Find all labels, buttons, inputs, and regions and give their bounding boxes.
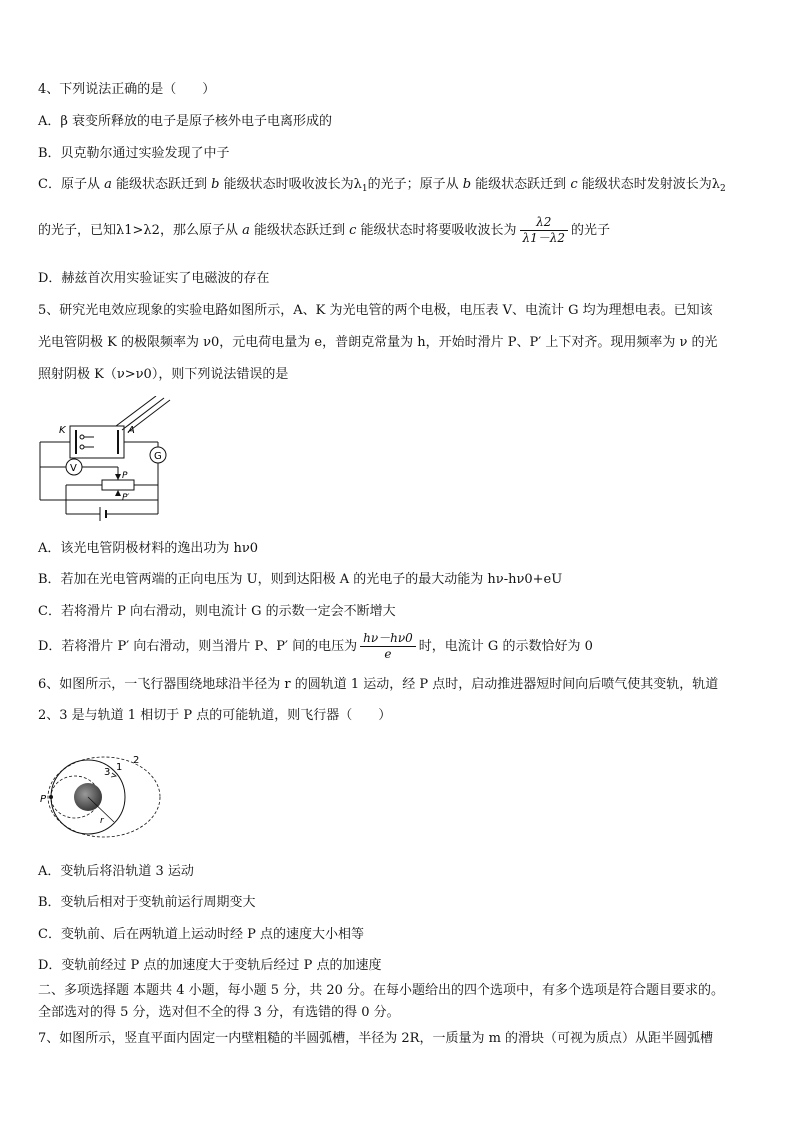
section2-header-line2: 全部选对的得 5 分，选对但不全的得 3 分，有选错的得 0 分。 xyxy=(38,1005,400,1020)
q5-stem-line1: 5、研究光电效应现象的实验电路如图所示，A、K 为光电管的两个电极，电压表 V、电流计 G 均为理想电表。已知该 xyxy=(38,303,713,318)
voltage-fraction: $\frac{h\nu-h\nu 0}{e}$ xyxy=(360,631,416,662)
q5-option-a: A．该光电管阴极材料的逸出功为 hν0 xyxy=(38,541,259,556)
q6-option-a: A．变轨后将沿轨道 3 运动 xyxy=(38,864,194,879)
label-v: V xyxy=(70,463,77,474)
point-p xyxy=(49,795,53,799)
section2-header-line1: 二、多项选择题 本题共 4 小题，每小题 5 分，共 20 分。在每小题给出的四个选项中，有多个选项是符合题目要求的。 xyxy=(38,983,725,998)
q6-stem-line2: 2、3 是与轨道 1 相切于 P 点的可能轨道，则飞行器（ ） xyxy=(38,708,392,723)
electron xyxy=(80,435,84,439)
q5-option-d: D．若将滑片 P′ 向右滑动，则当滑片 P、P′ 间的电压为 $\frac{h\nu-h\nu 0}{e}$ 时，电流计 G 的示数恰好为 0 xyxy=(38,631,593,661)
label-p-prime: P′ xyxy=(122,493,130,503)
light-ray xyxy=(116,396,156,426)
q4-stem: 4、下列说法正确的是（ ） xyxy=(38,82,216,97)
label-k: K xyxy=(59,425,66,436)
q4-option-c-line1: C．原子从 a 能级状态跃迁到 b 能级状态时吸收波长为$\lambda_1$的光子；原子从 b 能级状态跃迁到 c 能级状态时发射波长为$\lambda_2$ xyxy=(38,177,726,194)
wavelength-fraction: $\frac{\lambda 2}{\lambda 1-\lambda 2}$ xyxy=(520,215,568,246)
q5-option-b: B．若加在光电管两端的正向电压为 U，则到达阳极 A 的光电子的最大动能为 hν-hν0+eU xyxy=(38,572,563,587)
q5-stem-line3: 照射阴极 K（ν>ν0），则下列说法错误的是 xyxy=(38,367,289,382)
q4-option-b: B．贝克勒尔通过实验发现了中子 xyxy=(38,146,230,161)
label-p: P xyxy=(40,794,47,805)
photoelectric-circuit-figure xyxy=(36,396,176,526)
q6-option-c: C．变轨前、后在两轨道上运动时经 P 点的速度大小相等 xyxy=(38,927,364,942)
slider-p-arrow xyxy=(115,474,121,480)
label-r: r xyxy=(100,816,104,826)
orbit-figure xyxy=(38,750,163,845)
label-g: G xyxy=(154,451,162,462)
label-orbit-1: 1 xyxy=(116,762,123,773)
q4-option-a: A．β 衰变所释放的电子是原子核外电子电离形成的 xyxy=(38,114,333,129)
q4-option-d: D．赫兹首次用实验证实了电磁波的存在 xyxy=(38,271,270,286)
label-orbit-3: 3 xyxy=(104,767,111,778)
label-orbit-2: 2 xyxy=(133,755,140,766)
q7-stem-line1: 7、如图所示，竖直平面内固定一内壁粗糙的半圆弧槽，半径为 2R，一质量为 m 的滑块（可视为质点）从距半圆弧槽 xyxy=(38,1031,714,1046)
q5-stem-line2: 光电管阴极 K 的极限频率为 ν0，元电荷电量为 e，普朗克常量为 h，开始时滑片 P、P′ 上下对齐。现用频率为 ν 的光 xyxy=(38,335,718,350)
orbit-arrow xyxy=(111,773,116,777)
q6-option-b: B．变轨后相对于变轨前运行周期变大 xyxy=(38,895,256,910)
label-a: A xyxy=(128,425,135,436)
q4-option-c-line2: 的光子，已知λ1>λ2，那么原子从 a 能级状态跃迁到 c 能级状态时将要吸收波长为 $\frac{\lambda 2}{\lambda 1-\lambda 2}$ 的光子 xyxy=(38,215,611,245)
label-p: P xyxy=(122,471,128,481)
photocell-tube xyxy=(70,426,124,458)
rheostat xyxy=(102,480,134,490)
electron xyxy=(80,445,84,449)
slider-p2-arrow xyxy=(115,490,121,496)
q6-stem-line1: 6、如图所示，一飞行器围绕地球沿半径为 r 的圆轨道 1 运动，经 P 点时，启动推进器短时间向后喷气使其变轨，轨道 xyxy=(38,677,719,692)
q6-option-d: D．变轨前经过 P 点的加速度大于变轨后经过 P 点的加速度 xyxy=(38,958,382,973)
q5-option-c: C．若将滑片 P 向右滑动，则电流计 G 的示数一定会不断增大 xyxy=(38,604,396,619)
